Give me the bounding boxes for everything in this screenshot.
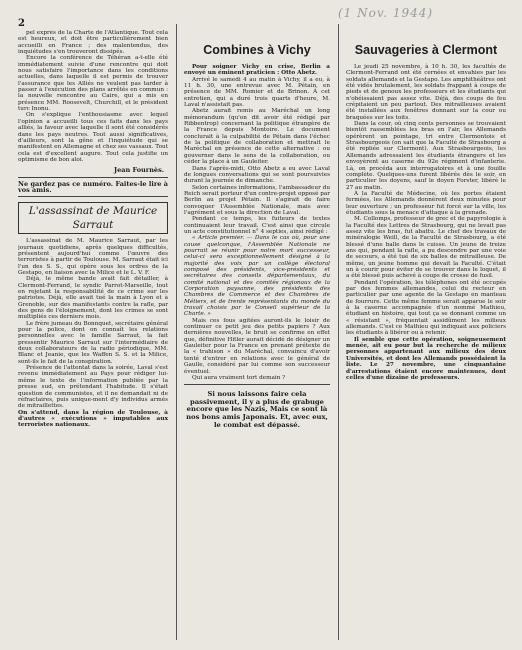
paragraph: Mais ces fous agitées auront-ils le loisir de continuer ce petit jeu des petits papiers ? Aux dernières nouvelles, le bruit se confirme en effet que, définitive Hitler aurait décidé de désigner un Gauleiter pour la France en prenant prétexte de la « trahison » du Maréchal, convaincu d'avoir tenté d'entrer en relations avec le général de Gaulle, considéré par lui comme son successeur éventuel. (184, 317, 330, 375)
divider (18, 196, 168, 197)
paragraph: Dans la cour, où cinq cents personnes se trouvaient bientôt rassemblées les bras en l'air, les Allemands opérèrent un pointage, tri entre Clermontois et Strasbourgeois (on sait que la Faculté de Strasbourg a été repliée sur Clermont). Aux Strasbourgeois, les Allemands adressaient les étudiants étrangers et les envoyèrent au caserne du 92e régiment d'infanterie. Là, on procéda aux interrogatoires et à une fouille complète. Quelques-uns furent libérés dès le soir, en particulier les doyens, sauf le doyen Forster, libéré le 27 au matin. (346, 121, 506, 191)
column-middle (184, 30, 330, 638)
paragraph: Selon certaines informations, l'ambassadeur du Reich serait porteur d'un contre-projet opposé par Berlin au projet Pétain. Il s'agirait de faire convoquer l'Assemblée Nationale, mais avec l'agrément et sous la direction de Laval. (184, 184, 330, 216)
paragraph: Il semble que cette opération, soigneusement menée, ait eu pour but la recherche de milieux personnes appartenant aux milieux des deux Universités, et dont les Allemands possédaient la liste. Le 27 novembre, une cinquantaine d'arrestations étaient encore maintenues, dont celles d'une dizaine de professeurs. (346, 336, 506, 381)
closing-statement: Si nous laissons faire cela passivement, il y a plus de grabuge encore que les Nazis, Mais ce sont là nos bons amis Japonais. Et, avec eux, le combat est dépassé. (186, 390, 328, 429)
paragraph: L'assassinat de M. Maurice Sarraut, par les journaux quotidiens, après quelques difficultés, présentent aujourd'hui comme l'œuvre des terroristes à partir de Toulouse. M. Sarraut était ici l'un des S. S., qui opère sous les ordres de la Gestapo, en liaison avec la Milice et le L. V. F. (18, 238, 168, 276)
paragraph: Qui aura vraiment tort demain ? (192, 374, 286, 381)
paragraph: Déjà, le même bande avait fait détailler, à Clermont-Ferrand, le syndic Parrot-Marseille, tout en rejetant la responsabilité de ce crime sur les patriotes. Déjà, elle avait tué la main à Lyon et à Grenoble, sur des manifestants contre la rafle, par des gens de l'éloignement, dont les crimes se sont multipliés ces derniers mois. (18, 276, 168, 321)
author-signature: Jean Fournès. (114, 166, 164, 175)
divider (18, 177, 168, 178)
paragraph: Encore la conférence de Téhéran a-t-elle été immédiatement suivie d'une rencontre qui doit nous satisfaire l'importance dans les conditions actuelles, dans laquelle il est permis de trouver l'assurance que les Alliés ne veulent pas tarder à passer à l'exécution des plans arrêtés en commun : la nouvelle rencontre au Caire, qui a mis en présence MM. Roosevelt, Churchill, et le président turc Inonu. (18, 55, 168, 113)
paragraph: Présence de l'attentat dans la soirée, Laval s'est revenu immédiatement au Pays pour rédiger lui-même le texte de l'information publiée par la presse sud, en prétendant l'habitude. Il s'était question de communistes, et il ne demandait ni de réfractaires, puis unique-ment d'y individus armés de mitraillettes. (18, 365, 168, 410)
paragraph: Le frère jumeau du Bonnquet, secrétaire général pour la police, dont on connaît les relations personnelles avec le famille Sarraut, la fait pressentir Maurice Sarraut sur l'intermédiaire de deux collaborateurs de la radio périodique, MM. Blanc et Jeanie, que les Waffen S. S. et la Milice, sont-ils le fait de la conspiration. (18, 320, 168, 365)
paragraph: Arrivé le samedi 4 au matin à Vichy, il a eu, à 11 h. 30, une entrevue avec M. Pétain, en présence de MM. Romier et de Brinon. À cet entretien, qui a duré trois quarts d'heure, M. Laval n'assistait pas. (184, 76, 330, 109)
paragraph: M. Collomps, professeur de grec et de papyrologie à la Faculté des Lettres de Strasbourg, qui ne levait pas assez vite les bras, fut abattu. Le chef des travaux de minéralogie Weill, de la Faculté de Strasbourg, a été blessé d'une balle dans le cuisse. Un jeune de treize ans qui, pendant la rafle, a pu descendre par une voie de secours, a été tué de six balles de mitrailleuse. De même, un jeune homme qui devait la Faculté. C'était un à courir pour éviter de se trouver dans le loquet, il a été blessé puis achevé à coups de crosse de fusil. (346, 216, 506, 280)
paragraph: Pendant ce temps, les fuiteurs de textes continuaient leur travail. C'est ainsi que circule un acte constitutionnel n° 4 septies, ainsi rédigé : (184, 216, 330, 235)
paragraph: Pendant l'opération, les téléphones ont été occupés par des femmes allemandes, celui du recteur en particulier par une agente de la Gestapo en manteau de fourrure. Cette même femme serait apparue le soir à la caserne accompagnée d'un nommé Mathieu, étudiant en histoire, qui tout ça se donnant comme un « résistant », fréquentait assidûment les milieux allemands. C'est ce Mathieu qui indiquait aux policiers les étudiants à libérer ou à retenir. (346, 279, 506, 337)
article-title-sarraut: L'assassinat de Maurice Sarraut (18, 202, 168, 234)
paragraph-quote: « Article premier. — Dans le cas où, pour une cause quelconque, l'Assemblée Nationale ne pourrait se réunir pour notre mort successeur, celui-ci sera exceptionnellement désigné à la majorité des voix par un collège électoral composé des présidents, vice-présidents et secrétaires des conseils départementaux, du comité national et des comités régionaux de la Corporation paysanne, des présidents des Chambres de Commerce et des Chambres de Métiers, et de trente représentants du monde du travail choisis par le Conseil supérieur de la Charte. » (184, 235, 330, 318)
handwritten-date-note: (1 Nov. 1944) (338, 6, 434, 20)
column-divider (176, 24, 177, 640)
paragraph: Pour soigner Vichy en crise, Berlin a envoyé un éminent praticien : Otto Abetz. (184, 64, 330, 77)
paragraph: Le jeudi 25 novembre, à 10 h. 30, les facultés de Clermont-Ferrand ont été cernées et envahies par les soldats allemands et la Gestapo. Les amphithéâtres ont été vidés brutalement, les soldats frappant à coups de pieds et de genoux les professeurs et les étudiants qui n'obéissaient pas assez vite. Déjà, des coups de feu crépitaient un peu partout. Des mitrailleuses avaient été installées aux fenêtres donnant sur la cour ou braquées sur les toits. (346, 64, 506, 121)
paragraph: À la Faculté de Médecine, où les portes étaient fermées, les Allemands donnèrent deux minutes pour leur ouverture ; un professeur fut forcé sur la ville, les étudiants sous la menace d'attaque à la grenade. (346, 190, 506, 216)
column-divider (338, 24, 339, 640)
page-number: 2 (18, 18, 25, 29)
paragraph: Dans l'après-midi, Otto Abetz a eu avec Laval de longues conversations qui se sont poursuivies durant la journée de dimanche. (184, 165, 330, 185)
reader-notice: Ne gardez pas ce numéro. Faites-le lire à vos amis. (18, 179, 168, 194)
paragraph-closing: On s'attend, dans la région de Toulouse, à d'autres « exécutions » imputables aux terroristes nationaux. (18, 408, 168, 429)
paragraph: On s'explique l'enthousiasme avec lequel l'opinion a accueilli tous ces faits dans les pays alliés, la faveur avec laquelle il sont été considérés dans les pays neutres. Tout aussi significatives, d'ailleurs, sont la gêne et l'inquiétude qui se manifestent en Allemagne et chez ses vassaux. Tout cela est d'excellent augure. Tout cela justifie un optimisme de bon aloi. (18, 112, 168, 163)
column-right (346, 30, 506, 638)
article-title-vichy: Combines à Vichy (203, 43, 311, 57)
paragraph: pel exprès de la Charte de l'Atlantique. Tout cela est heureux, et doit être particulièrement bien accueilli en France ; des malentendus, des inquiétudes s'en trouveront dissipés. (18, 30, 168, 56)
column-left (18, 30, 168, 638)
divider (184, 384, 330, 385)
paragraph: Abetz aurait remis au Maréchal un long mémorandum (qu'on dit avoir été rédigé par Ribbentrop) concernant la politique étrangère de la France depuis Montoire. Le document conclurait à la culpabilité de Pétain dans l'échec de la politique de collaboration et mettrait le Maréchal en présence de cette alternative : ou gouverner dans le sens de la collaboration, ou céder la place à un Gauleiter. (184, 108, 330, 166)
article-title-clermont: Sauvageries à Clermont (354, 43, 498, 57)
